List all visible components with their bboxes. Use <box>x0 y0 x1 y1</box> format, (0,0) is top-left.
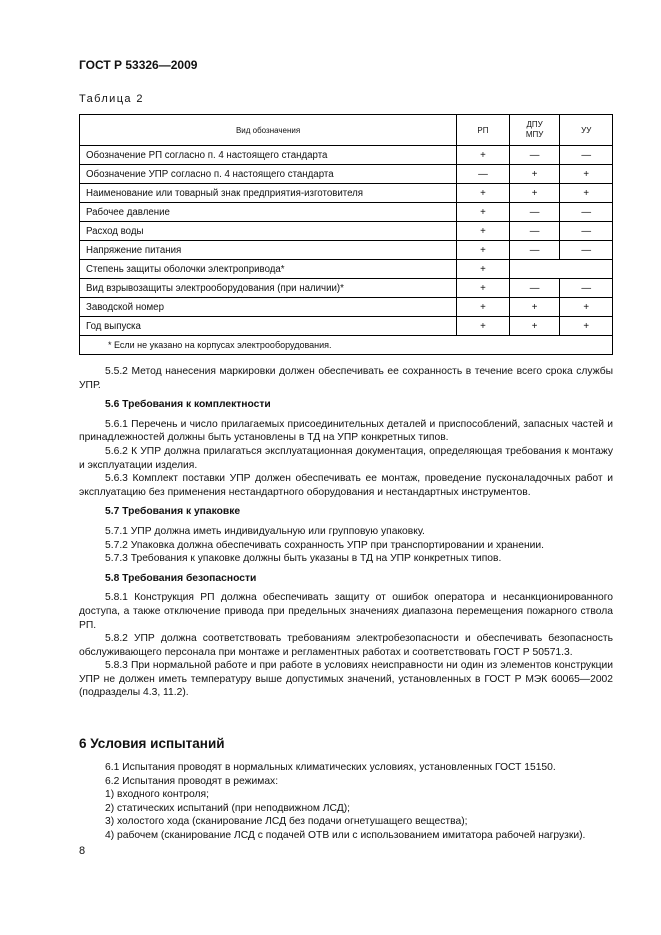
section-5-text <box>79 365 613 700</box>
cell-uu: — <box>560 222 613 241</box>
cell-dpu: + <box>509 298 560 317</box>
section-6-title: 6 Условия испытаний <box>79 736 225 751</box>
cell-rp: + <box>457 317 510 336</box>
cell-dpu: — <box>509 203 560 222</box>
paragraph-5-7-3: 5.7.3 Требования к упаковке должны быть указаны в ТД на УПР конкретных типов. <box>105 553 502 565</box>
cell-uu: + <box>560 165 613 184</box>
cell-uu: — <box>560 146 613 165</box>
cell-uu: + <box>560 184 613 203</box>
row-name: Обозначение РП согласно п. 4 настоящего стандарта <box>80 146 457 165</box>
list-item: 1) входного контроля; <box>105 789 209 801</box>
list-item: 2) статических испытаний (при неподвижном ЛСД); <box>105 802 351 814</box>
list-item: 3) холостого хода (сканирование ЛСД без подачи огнетушащего вещества); <box>105 816 468 828</box>
subheading-5-8: 5.8 Требования безопасности <box>105 572 257 584</box>
row-name: Рабочее давление <box>80 203 457 222</box>
cell-dpu-uu-merged <box>509 260 612 279</box>
subheading-5-7: 5.7 Требования к упаковке <box>105 506 241 518</box>
paragraph-5-8-2: 5.8.2 УПР должна соответствовать требованиям электробезопасности и обеспечивать безопасность обслуживающего персонала при монтаже и регламентных работах и соответствовать ГОСТ Р 50571.3. <box>79 633 613 658</box>
paragraph-6-2: 6.2 Испытания проводят в режимах: <box>105 775 279 787</box>
table-header-row <box>80 115 613 146</box>
table-row <box>80 241 613 260</box>
paragraph-5-6-3: 5.6.3 Комплект поставки УПР должен обеспечивать ее монтаж, проведение пусконаладочных работ и эксплуатацию без применения нестандартного оборудования и нестандартных инструментов. <box>79 473 613 498</box>
cell-rp: + <box>457 241 510 260</box>
cell-dpu: + <box>509 317 560 336</box>
table-row <box>80 317 613 336</box>
table-caption: Таблица 2 <box>79 93 144 105</box>
cell-rp: + <box>457 298 510 317</box>
row-name: Степень защиты оболочки электропривода* <box>80 260 457 279</box>
cell-dpu: + <box>509 165 560 184</box>
row-name: Вид взрывозащиты электрооборудования (при наличии)* <box>80 279 457 298</box>
paragraph-5-7-1: 5.7.1 УПР должна иметь индивидуальную или групповую упаковку. <box>105 525 425 537</box>
cell-rp: + <box>457 279 510 298</box>
cell-rp: + <box>457 146 510 165</box>
cell-dpu: — <box>509 279 560 298</box>
header-dpu: ДПУ <box>526 120 543 129</box>
cell-rp: + <box>457 203 510 222</box>
table-row <box>80 165 613 184</box>
row-name: Год выпуска <box>80 317 457 336</box>
paragraph-6-1: 6.1 Испытания проводят в нормальных климатических условиях, установленных ГОСТ 15150. <box>105 762 556 773</box>
row-name: Обозначение УПР согласно п. 4 настоящего стандарта <box>80 165 457 184</box>
table-row <box>80 260 613 279</box>
paragraph-5-6-1: 5.6.1 Перечень и число прилагаемых присоединительных деталей и приспособлений, запасных частей и принадлежностей должны быть установлены в ТД на УПР конкретных типов. <box>79 418 613 444</box>
subheading-5-6: 5.6 Требования к комплектности <box>105 399 271 411</box>
paragraph-5-8-3: 5.8.3 При нормальной работе и при работе в условиях неисправности ни один из элементов конструкции УПР не должен иметь температуру выше допустимых значений, установленных в ГОСТ Р МЭК 60065—2002 (подразделы 4.3, 11.2). <box>79 660 613 699</box>
cell-uu: + <box>560 298 613 317</box>
cell-rp: + <box>457 260 510 279</box>
cell-dpu: — <box>509 222 560 241</box>
paragraph-5-8-1: 5.8.1 Конструкция РП должна обеспечивать защиту от ошибок оператора и несанкционированного доступа, а также отключение привода при предельных значениях диапазона перемещения пожарного ствола РП. <box>79 592 613 631</box>
table-row <box>80 279 613 298</box>
table-footnote: * Если не указано на корпусах электрооборудования. <box>80 336 613 355</box>
table-footnote-row <box>80 336 613 355</box>
header-uu: УУ <box>560 115 613 146</box>
page-number: 8 <box>79 845 86 857</box>
marking-table <box>79 114 613 355</box>
header-mpu: МПУ <box>525 130 544 139</box>
row-name: Расход воды <box>80 222 457 241</box>
table-row <box>80 146 613 165</box>
header-designation-type: Вид обозначения <box>80 115 457 146</box>
cell-rp: + <box>457 184 510 203</box>
paragraph-5-7-2: 5.7.2 Упаковка должна обеспечивать сохранность УПР при транспортировании и хранении. <box>105 539 545 551</box>
row-name: Напряжение питания <box>80 241 457 260</box>
cell-uu: — <box>560 241 613 260</box>
cell-uu: — <box>560 279 613 298</box>
list-item: 4) рабочем (сканирование ЛСД с подачей ОТВ или с использованием имитатора рабочей нагрузки). <box>105 829 586 841</box>
cell-rp: — <box>457 165 510 184</box>
table-row <box>80 184 613 203</box>
cell-uu: + <box>560 317 613 336</box>
table-row <box>80 222 613 241</box>
cell-rp: + <box>457 222 510 241</box>
cell-uu: — <box>560 203 613 222</box>
cell-dpu: — <box>509 146 560 165</box>
cell-dpu: — <box>509 241 560 260</box>
row-name: Наименование или товарный знак предприятия-изготовителя <box>80 184 457 203</box>
cell-dpu: + <box>509 184 560 203</box>
table-row <box>80 203 613 222</box>
header-dpu-mpu <box>509 115 560 146</box>
paragraph-5-6-2: 5.6.2 К УПР должна прилагаться эксплуатационная документация, определяющая требования к монтажу и эксплуатации изделия. <box>79 445 613 471</box>
section-6-text <box>79 761 613 843</box>
header-rp: РП <box>457 115 510 146</box>
paragraph-5-5-2: 5.5.2 Метод нанесения маркировки должен обеспечивать ее сохранность в течение всего срока службы УПР. <box>79 366 613 391</box>
row-name: Заводской номер <box>80 298 457 317</box>
table-row <box>80 298 613 317</box>
document-code-header: ГОСТ Р 53326—2009 <box>79 58 198 72</box>
